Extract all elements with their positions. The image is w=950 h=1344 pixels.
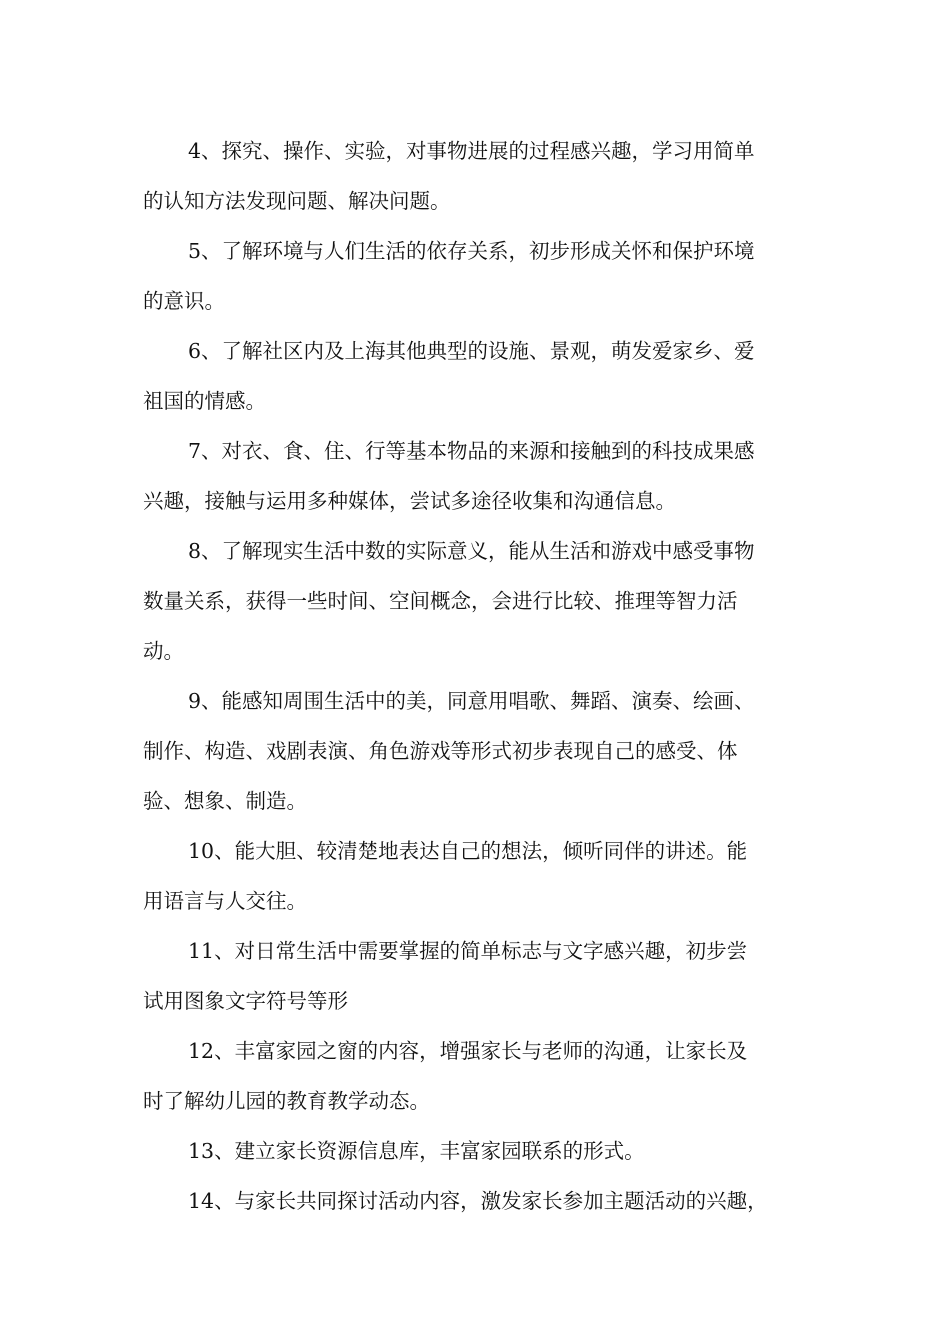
paragraph-line: 制作、构造、戏剧表演、角色游戏等形式初步表现自己的感受、体 <box>143 739 738 763</box>
paragraph-4 <box>143 126 823 226</box>
paragraph-line: 用语言与人交往。 <box>143 889 307 913</box>
paragraph-14 <box>143 1176 823 1226</box>
paragraph-line: 时了解幼儿园的教育教学动态。 <box>143 1089 430 1113</box>
document-body <box>143 126 823 1226</box>
paragraph-line: 试用图象文字符号等形 <box>143 989 348 1013</box>
paragraph-line: 10、能大胆、较清楚地表达自己的想法，倾听同伴的讲述。能 <box>188 839 748 863</box>
paragraph-line: 8、了解现实生活中数的实际意义，能从生活和游戏中感受事物 <box>188 539 755 563</box>
paragraph-line: 11、对日常生活中需要掌握的简单标志与文字感兴趣，初步尝 <box>188 939 748 963</box>
paragraph-line: 数量关系，获得一些时间、空间概念，会进行比较、推理等智力活 <box>143 589 738 613</box>
paragraph-line: 6、了解社区内及上海其他典型的设施、景观，萌发爱家乡、爱 <box>188 339 755 363</box>
paragraph-11 <box>143 926 823 1026</box>
paragraph-line: 7、对衣、食、住、行等基本物品的来源和接触到的科技成果感 <box>188 439 755 463</box>
paragraph-line: 验、想象、制造。 <box>143 789 307 813</box>
paragraph-line: 12、丰富家园之窗的内容，增强家长与老师的沟通，让家长及 <box>188 1039 748 1063</box>
paragraph-line: 动。 <box>143 639 184 663</box>
paragraph-5 <box>143 226 823 326</box>
paragraph-line: 9、能感知周围生活中的美，同意用唱歌、舞蹈、演奏、绘画、 <box>188 689 755 713</box>
paragraph-line: 5、了解环境与人们生活的依存关系，初步形成关怀和保护环境 <box>188 239 755 263</box>
paragraph-line: 的认知方法发现问题、解决问题。 <box>143 189 451 213</box>
paragraph-line: 4、探究、操作、实验，对事物进展的过程感兴趣，学习用简单 <box>188 139 755 163</box>
paragraph-9 <box>143 676 823 826</box>
paragraph-line: 13、建立家长资源信息库，丰富家园联系的形式。 <box>188 1139 645 1163</box>
paragraph-line: 的意识。 <box>143 289 225 313</box>
paragraph-line: 14、与家长共同探讨活动内容，激发家长参加主题活动的兴趣， <box>188 1189 768 1213</box>
paragraph-7 <box>143 426 823 526</box>
paragraph-10 <box>143 826 823 926</box>
paragraph-line: 兴趣，接触与运用多种媒体，尝试多途径收集和沟通信息。 <box>143 489 676 513</box>
paragraph-6 <box>143 326 823 426</box>
paragraph-8 <box>143 526 823 676</box>
paragraph-line: 祖国的情感。 <box>143 389 266 413</box>
paragraph-13 <box>143 1126 823 1176</box>
paragraph-12 <box>143 1026 823 1126</box>
